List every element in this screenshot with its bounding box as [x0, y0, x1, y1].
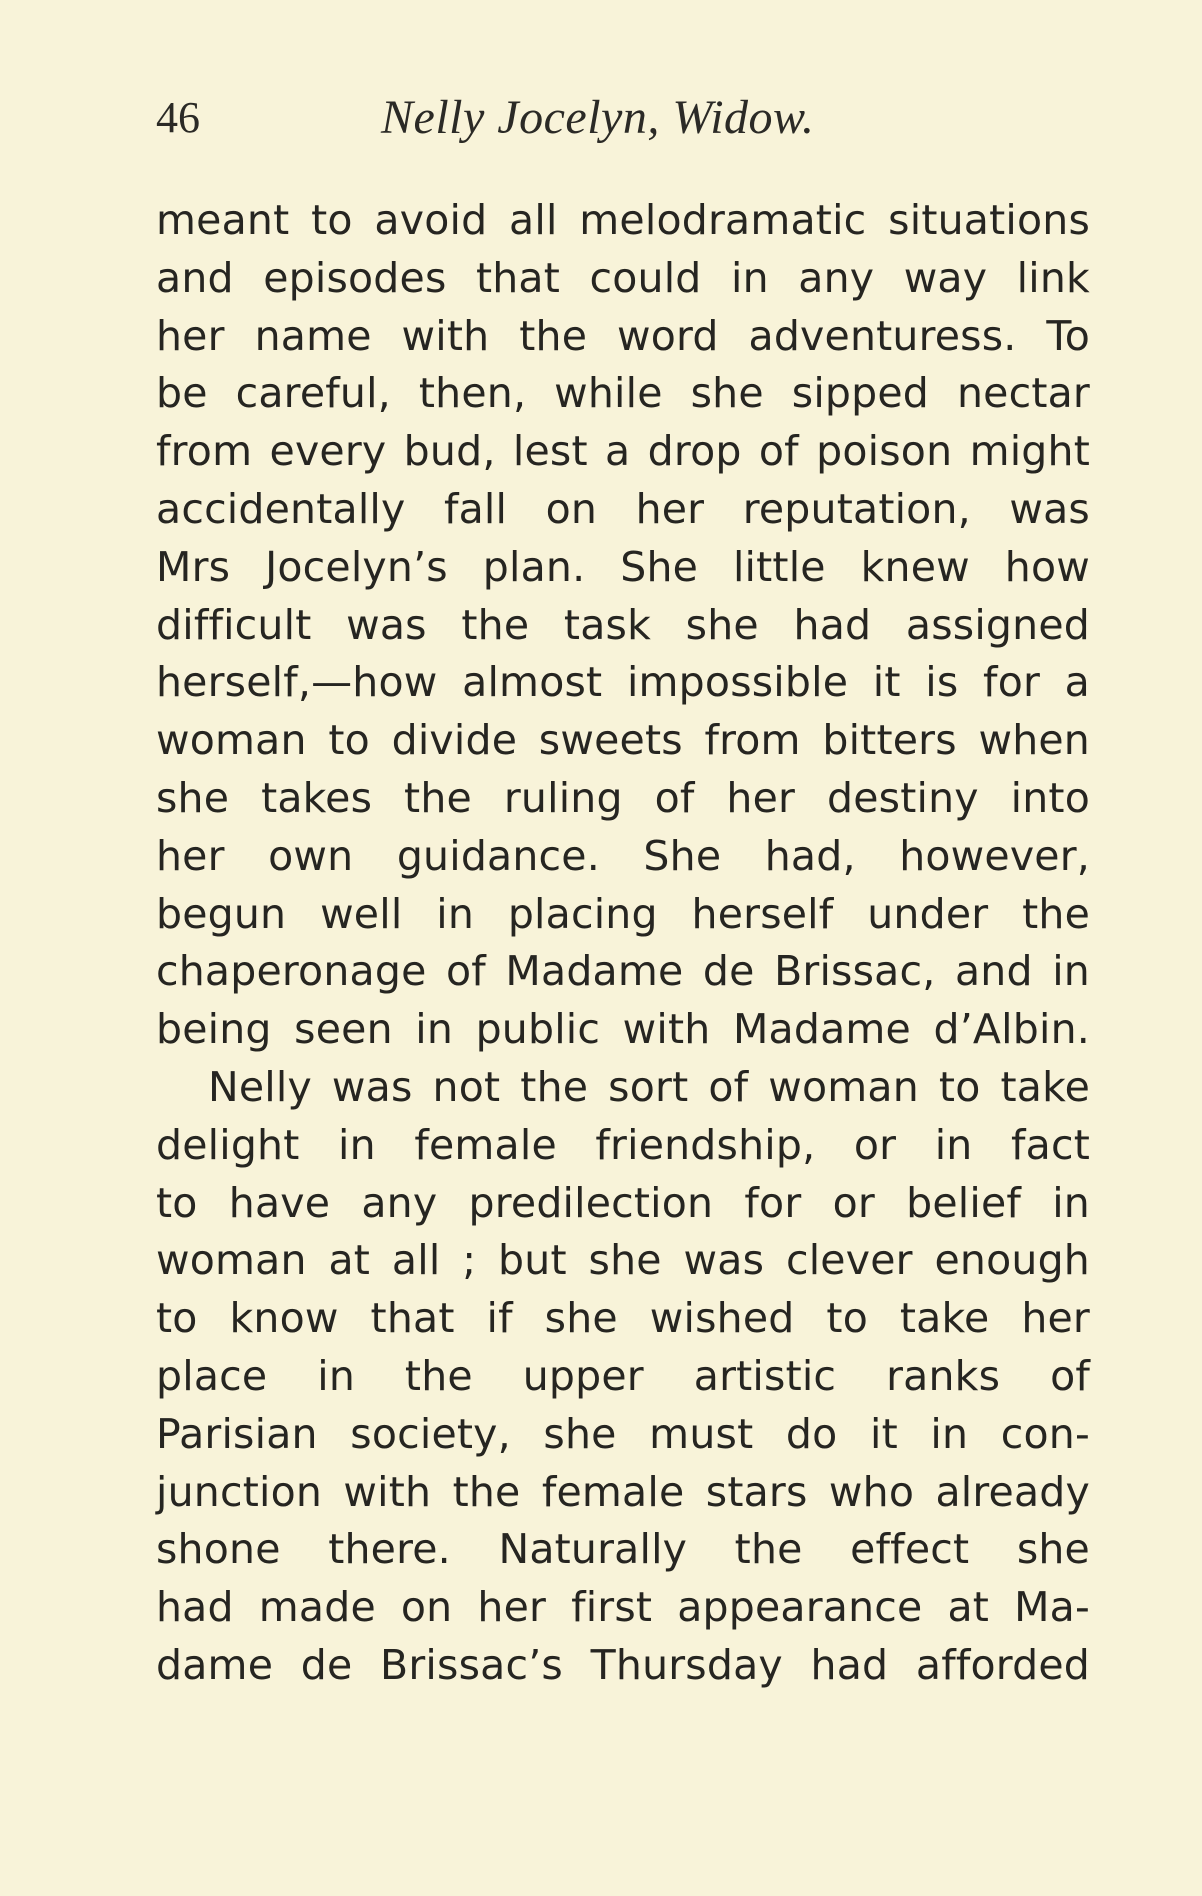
text-line-21: place in the upper artistic ranks of	[156, 1351, 1090, 1400]
text-line-18: to have any predilection for or belief in	[156, 1178, 1090, 1227]
text-line-15: being seen in public with Madame d’Albin.	[156, 1005, 1090, 1054]
text-line-11: she takes the ruling of her destiny into	[156, 773, 1090, 822]
text-line-22: Parisian society, she must do it in con-	[156, 1409, 1090, 1458]
text-line-4: be careful, then, while she sipped nectar	[156, 369, 1090, 418]
text-line-26: dame de Brissac’s Thursday had afforded	[156, 1640, 1090, 1689]
text-line-25: had made on her first appearance at Ma-	[156, 1583, 1090, 1632]
text-line-1: meant to avoid all melodramatic situations	[156, 196, 1090, 244]
text-line-3: her name with the word adventuress. To	[156, 311, 1090, 360]
text-line-7: Mrs Jocelyn’s plan. She little knew how	[156, 542, 1090, 591]
text-line-23: junction with the female stars who already	[156, 1467, 1090, 1516]
body-text	[156, 192, 1090, 1695]
text-line-9: herself,—how almost impossible it is for a	[156, 658, 1090, 707]
running-title: Nelly Jocelyn, Widow.	[381, 91, 815, 144]
text-line-12: her own guidance. She had, however,	[156, 831, 1090, 880]
text-line-5: from every bud, lest a drop of poison might	[156, 427, 1090, 476]
text-line-16: Nelly was not the sort of woman to take	[208, 1062, 1090, 1111]
text-line-10: woman to divide sweets from bitters when	[156, 716, 1090, 765]
page-number: 46	[156, 93, 200, 142]
text-line-2: and episodes that could in any way link	[156, 253, 1090, 302]
text-line-17: delight in female friendship, or in fact	[156, 1120, 1090, 1169]
text-line-14: chaperonage of Madame de Brissac, and in	[156, 947, 1090, 996]
text-line-19: woman at all ; but she was clever enough	[156, 1236, 1090, 1285]
text-line-6: accidentally fall on her reputation, was	[156, 484, 1090, 533]
running-head	[156, 88, 1086, 158]
text-line-24: shone there. Naturally the effect she	[156, 1525, 1090, 1574]
text-line-13: begun well in placing herself under the	[156, 889, 1090, 938]
text-line-8: difficult was the task she had assigned	[156, 600, 1090, 649]
text-line-20: to know that if she wished to take her	[156, 1294, 1090, 1343]
